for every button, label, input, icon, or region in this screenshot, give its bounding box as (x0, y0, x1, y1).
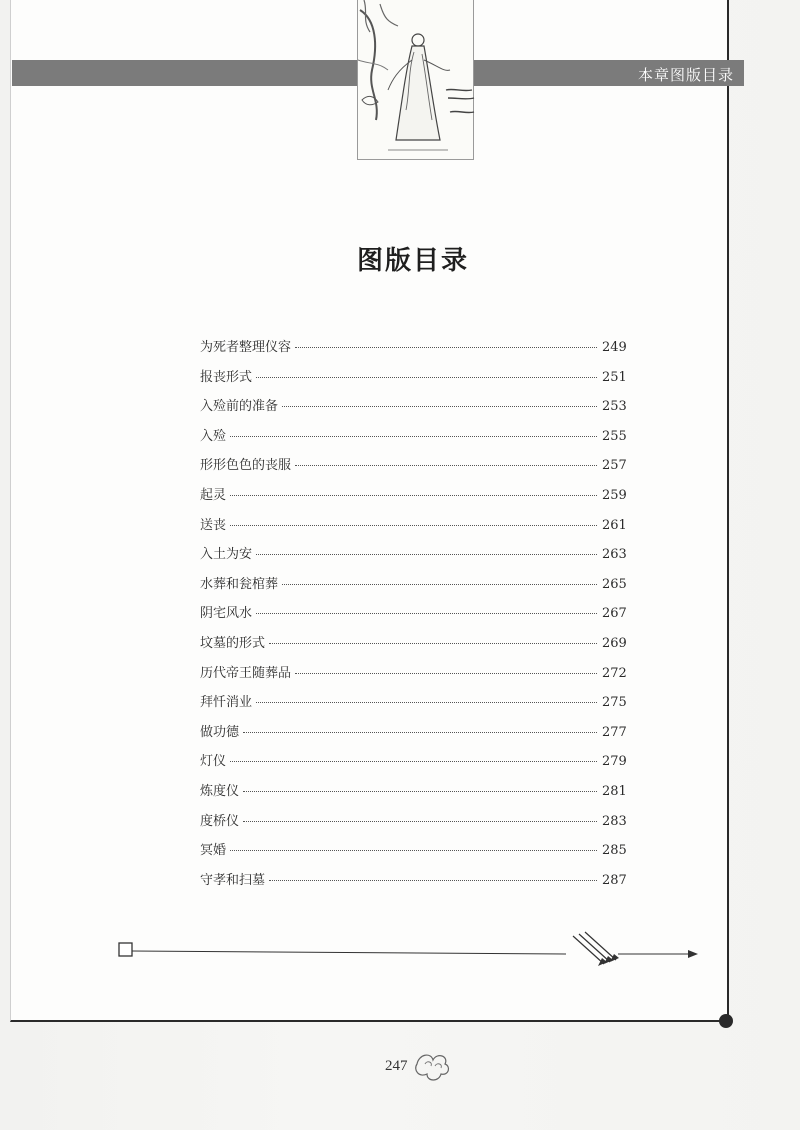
toc-entry (200, 573, 626, 603)
leader-dots (243, 790, 597, 792)
toc-entry-page: 265 (602, 576, 627, 592)
toc-entry-page: 287 (602, 872, 627, 888)
toc-entry (200, 869, 626, 899)
toc-entry-page: 263 (602, 547, 627, 563)
toc-entry-page: 283 (602, 813, 627, 829)
toc-entry (200, 514, 626, 544)
leader-dots (295, 672, 597, 674)
toc-entry (200, 602, 626, 632)
toc-entry-page: 275 (602, 695, 627, 711)
leader-dots (256, 376, 597, 378)
header-band-left (12, 60, 357, 86)
toc-entry (200, 454, 626, 484)
leader-dots (269, 642, 597, 644)
leader-dots (295, 346, 597, 348)
toc-entry (200, 662, 626, 692)
leader-dots (295, 464, 597, 466)
leader-dots (230, 494, 597, 496)
toc-entry (200, 366, 626, 396)
toc-entry-page: 281 (602, 783, 627, 799)
toc-entry-title: 起灵 (200, 487, 227, 503)
section-label: 本章图版目录 (637, 66, 734, 84)
toc-entry-title: 度桥仪 (200, 813, 240, 829)
leader-dots (230, 760, 597, 762)
toc-entry-page: 255 (602, 428, 627, 444)
toc-entry-title: 报丧形式 (200, 369, 253, 385)
toc-entry-title: 入土为安 (200, 547, 253, 563)
scholar-figure-icon (358, 0, 475, 160)
page-number: 247 (385, 1058, 408, 1074)
toc-entry-page: 259 (602, 487, 627, 503)
page-title: 图版目录 (356, 246, 469, 276)
toc-entry-title: 为死者整理仪容 (200, 340, 292, 355)
toc-entry (200, 839, 626, 869)
leader-dots (269, 879, 597, 881)
toc-entry (200, 632, 626, 662)
toc-entry-title: 冥婚 (200, 843, 227, 859)
toc-entry-title: 送丧 (200, 517, 227, 533)
toc-entry (200, 484, 626, 514)
table-of-contents (200, 336, 626, 898)
leader-dots (256, 612, 597, 614)
toc-entry-title: 阴宅风水 (200, 606, 253, 622)
toc-entry-title: 做功德 (200, 724, 240, 740)
toc-entry-title: 炼度仪 (200, 783, 240, 799)
cloud-ornament-icon (413, 1050, 453, 1084)
leader-dots (282, 583, 597, 585)
leader-dots (230, 849, 597, 851)
toc-entry-title: 形形色色的丧服 (200, 458, 292, 474)
toc-entry-page: 272 (602, 665, 627, 681)
toc-entry-title: 历代帝王随葬品 (200, 665, 292, 681)
toc-entry (200, 691, 626, 721)
toc-entry-page: 253 (602, 399, 627, 415)
leader-dots (230, 524, 597, 526)
toc-entry-title: 水葬和瓮棺葬 (200, 576, 279, 592)
toc-entry-title: 入殓前的准备 (200, 399, 279, 415)
leader-dots (230, 435, 597, 437)
toc-entry-page: 285 (602, 843, 627, 859)
leader-dots (282, 405, 597, 407)
toc-entry-title: 守孝和扫墓 (200, 872, 266, 888)
toc-entry-page: 269 (602, 635, 627, 651)
toc-entry (200, 750, 626, 780)
toc-entry-page: 257 (602, 458, 627, 474)
toc-entry-page: 251 (602, 369, 627, 385)
scholar-illustration (357, 0, 474, 160)
toc-entry-title: 灯仪 (200, 754, 227, 770)
toc-entry (200, 721, 626, 751)
toc-entry (200, 543, 626, 573)
toc-entry-page: 249 (602, 340, 627, 355)
toc-entry-title: 入殓 (200, 428, 227, 444)
toc-entry-page: 277 (602, 724, 627, 740)
toc-entry (200, 810, 626, 840)
toc-entry-title: 坟墓的形式 (200, 635, 266, 651)
toc-entry-page: 261 (602, 517, 627, 533)
corner-dot-icon (716, 1011, 736, 1031)
leader-dots (256, 701, 597, 703)
leader-dots (256, 553, 597, 555)
decorative-arrow-line (118, 930, 708, 980)
toc-entry-page: 279 (602, 754, 627, 770)
toc-entry (200, 780, 626, 810)
toc-entry-title: 拜忏消业 (200, 695, 253, 711)
leader-dots (243, 820, 597, 822)
toc-entry (200, 395, 626, 425)
toc-entry (200, 336, 626, 366)
toc-entry-page: 267 (602, 606, 627, 622)
leader-dots (243, 731, 597, 733)
toc-entry (200, 425, 626, 455)
